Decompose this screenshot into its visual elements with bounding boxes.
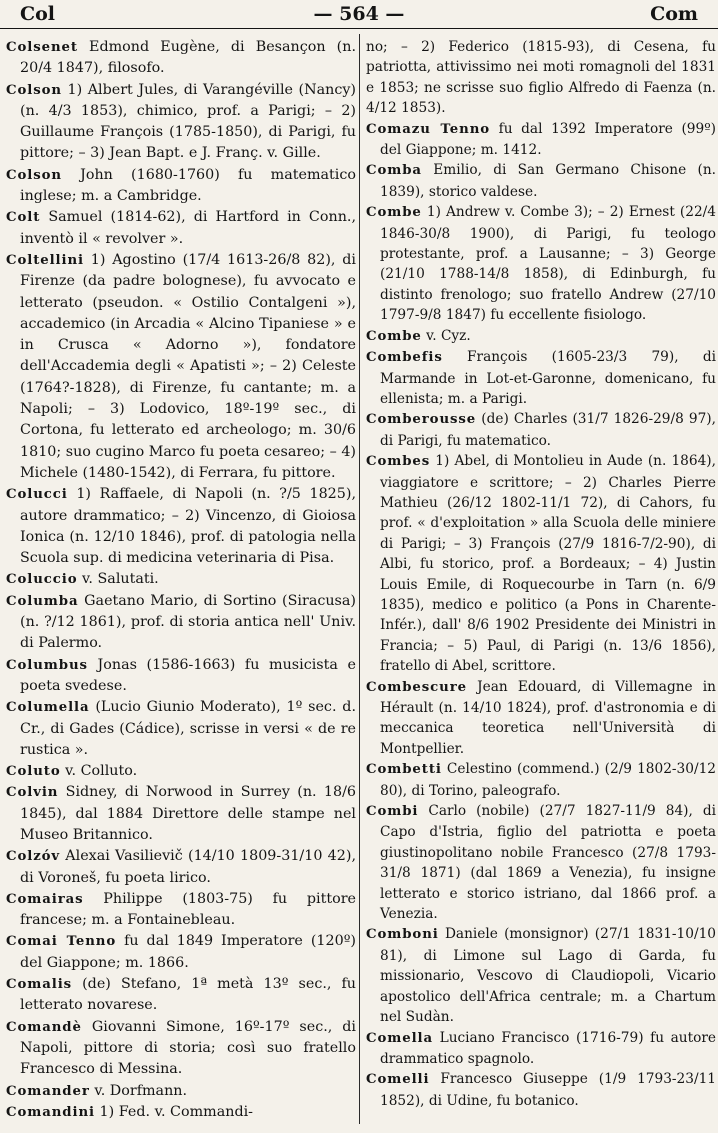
entry-text: John (1680-1760) fu matematico inglese; m. a Cambridge. xyxy=(20,166,356,205)
page-number: — 564 — xyxy=(313,3,405,25)
entry-headword: Coluccio xyxy=(6,572,78,588)
dictionary-entry xyxy=(366,347,716,409)
dictionary-entry xyxy=(6,484,356,569)
dictionary-entry xyxy=(366,759,716,801)
entry-headword: Coltellini xyxy=(6,252,84,268)
entry-text: v. Salutati. xyxy=(77,571,159,588)
right-column xyxy=(366,37,716,1111)
dictionary-entry xyxy=(6,889,356,932)
entry-text: Daniele (monsignor) (27/1 1831-10/10 81), di Limone sul Lago di Garda, fu missionario, Vescovo di Claudiopoli, Vicario apostolico dell'Africa centrale; m. a Chartum nel Sudàn. xyxy=(380,926,716,1026)
entry-headword: Combi xyxy=(366,804,419,820)
entry-headword: Comairas xyxy=(6,891,84,907)
dictionary-entry xyxy=(366,677,716,760)
dictionary-entry xyxy=(6,207,356,250)
entry-headword: Comberousse xyxy=(366,412,477,428)
entry-text: François (1605-23/3 79), di Marmande in Lot-et-Garonne, domenicano, fu ellenista; m. a Parigi. xyxy=(380,349,716,407)
entry-text: v. Colluto. xyxy=(60,763,138,780)
entry-text: 1) Abel, di Montolieu in Aude (n. 1864), viaggiatore e scrittore; – 2) Charles Pierre Mathieu (26/12 1802-11/1 72), di Cahors, fu prof. « d'exploitation » alla Scuola delle miniere di Parigi; – 3) François (27/9 1816-7/2-90), di Albi, fu storico, prof. a Bordeaux; – 4) Justin Louis Emile, di Roquecourbe in Tarn (n. 6/9 1835), medico e politico (a Pons in Charente-Infér.), dall' 8/6 1902 Presidente dei Ministri in Francia; – 5) Paul, di Parigi (n. 13/6 1856), fratello di Abel, scrittore. xyxy=(380,453,716,675)
running-header xyxy=(0,0,718,29)
header-right-guide-word: Com xyxy=(650,3,698,25)
entry-text: Sidney, di Norwood in Surrey (n. 18/6 1845), dal 1884 Direttore delle stampe nel Museo Britannico. xyxy=(20,784,356,843)
entry-headword: Comalis xyxy=(6,977,73,993)
entry-text: Giovanni Simone, 16º-17º sec., di Napoli, pittore di storia; così suo fratello Francesco di Messina. xyxy=(20,1018,356,1078)
entry-text: Jonas (1586-1663) fu musicista e poeta svedese. xyxy=(20,656,356,694)
entry-headword: Combefis xyxy=(366,350,443,366)
entry-headword: Comboni xyxy=(366,927,439,943)
entry-headword: Columbus xyxy=(6,657,88,673)
entry-headword: Coluto xyxy=(6,764,61,780)
entry-text: Edmond Eugène, di Besançon (n. 20/4 1847), filosofo. xyxy=(20,39,356,77)
entry-text: (de) Charles (31/7 1826-29/8 97), di Parigi, fu matematico. xyxy=(380,411,716,449)
dictionary-entry xyxy=(366,119,716,161)
dictionary-entry xyxy=(366,160,716,202)
dictionary-entry xyxy=(6,697,356,761)
dictionary-entry xyxy=(366,924,716,1027)
entry-text: Luciano Francisco (1716-79) fu autore drammatico spagnolo. xyxy=(380,1029,716,1067)
dictionary-entry xyxy=(6,846,356,889)
dictionary-entry xyxy=(6,1017,356,1081)
entry-text: Jean Edouard, di Villemagne in Hérault (n. 14/10 1824), prof. d'astronomia e di meccanica teoretica nell'Università di Montpellier. xyxy=(380,678,716,757)
entry-headword: Comai Tenno xyxy=(6,934,117,950)
entry-headword: Columella xyxy=(6,700,90,716)
dictionary-entry xyxy=(366,1028,716,1070)
column-divider xyxy=(359,34,360,1124)
entry-headword: Comandè xyxy=(6,1019,82,1035)
dictionary-entry xyxy=(6,591,356,655)
entry-headword: Colvin xyxy=(6,785,59,801)
dictionary-entry xyxy=(6,782,356,846)
entry-headword: Colson xyxy=(6,167,62,183)
entry-text: Gaetano Mario, di Sortino (Siracusa) (n. ?/12 1861), prof. di storia antica nell' Univ. di Palermo. xyxy=(20,592,356,652)
entry-text: Samuel (1814-62), di Hartford in Conn., inventò il « revolver ». xyxy=(20,209,356,247)
entry-headword: Comander xyxy=(6,1083,90,1099)
dictionary-entry xyxy=(6,1081,356,1102)
entry-text: fu dal 1849 Imperatore (120º) del Giappone; m. 1866. xyxy=(20,933,356,971)
dictionary-entry xyxy=(6,80,356,165)
entry-text: 1) Agostino (17/4 1613-26/8 82), di Firenze (da padre bolognese), fu avvocato e letterato (pseudon. « Ostilio Contalgeni »), accademico (in Arcadia « Alcino Tipaniese » e in Crusca « Adorno »), fondatore dell'Accademia degli « Apatisti »; – 2) Celeste (1764?-1828), di Firenze, fu cantante; m. a Napoli; – 3) Lodovico, 18º-19º sec., di Cortona, fu letterato ed archeologo; m. 30/6 1810; suo cugino Marco fu poeta cesareo; – 4) Michele (1480-1542), di Ferrara, fu pittore. xyxy=(20,251,356,481)
entry-text: v. Dorfmann. xyxy=(89,1082,188,1099)
entry-text: 1) Albert Jules, di Varangéville (Nancy) (n. 4/3 1853), chimico, prof. a Parigi; – 2) Guillaume François (1785-1850), di Parigi, fu pittore; – 3) Jean Bapt. e J. Franç. v. Gille. xyxy=(20,81,356,162)
entry-headword: Combe xyxy=(366,205,422,221)
entry-text: v. Cyz. xyxy=(421,327,471,344)
dictionary-entry xyxy=(366,1069,716,1111)
header-left-guide-word: Col xyxy=(20,3,56,25)
dictionary-entry xyxy=(6,165,356,208)
dictionary-entry xyxy=(366,409,716,451)
entry-text: (Lucio Giunio Moderato), 1º sec. d. Cr., di Gades (Cádice), scrisse in versi « de re rustica ». xyxy=(20,699,356,758)
entry-headword: Colsenet xyxy=(6,40,78,55)
entry-text: Carlo (nobile) (27/7 1827-11/9 84), di Capo d'Istria, figlio del patriotta e poeta giustinopolitano nobile Francesco (27/8 1793-31/8 1871) (dal 1869 a Venezia), fu insigne letterato e storico istriano, dal 1866 prof. a Venezia. xyxy=(380,803,716,923)
entry-headword: Columba xyxy=(6,593,79,609)
entry-text: Emilio, di San Germano Chisone (n. 1839), storico valdese. xyxy=(380,162,716,200)
entry-headword: Colson xyxy=(6,82,62,98)
entry-headword: Comba xyxy=(366,163,422,179)
dictionary-entry xyxy=(6,1102,356,1123)
entry-headword: Combescure xyxy=(366,679,467,695)
dictionary-entry xyxy=(6,37,356,80)
entry-headword: Comazu Tenno xyxy=(366,121,491,137)
entry-headword: Combes xyxy=(366,454,431,470)
dictionary-entry xyxy=(6,655,356,698)
entry-text: 1) Fed. v. Commandi- xyxy=(94,1103,254,1120)
dictionary-entry xyxy=(366,801,716,924)
entry-headword: Colzóv xyxy=(6,849,61,865)
dictionary-entry xyxy=(6,569,356,590)
dictionary-entry xyxy=(6,761,356,782)
entry-headword: Colucci xyxy=(6,487,68,503)
entry-text: Alexai Vasilievič (14/10 1809-31/10 42), di Voroneš, fu poeta lirico. xyxy=(20,848,356,886)
dictionary-entry xyxy=(366,451,716,676)
entry-text: Philippe (1803-75) fu pittore francese; m. a Fontainebleau. xyxy=(20,890,356,929)
entry-headword: Combe xyxy=(366,328,422,344)
entry-text: (de) Stefano, 1ª metà 13º sec., fu letterato novarese. xyxy=(20,976,356,1014)
entry-text: fu dal 1392 Imperatore (99º) del Giappone; m. 1412. xyxy=(380,120,716,159)
dictionary-entry xyxy=(6,931,356,974)
dictionary-entry xyxy=(6,974,356,1017)
entry-text: Francesco Giuseppe (1/9 1793-23/11 1852), di Udine, fu botanico. xyxy=(380,1071,716,1109)
left-column xyxy=(6,37,356,1123)
entry-headword: Comandini xyxy=(6,1104,95,1120)
entry-headword: Comella xyxy=(366,1030,433,1046)
entry-text: 1) Raffaele, di Napoli (n. ?/5 1825), autore drammatico; – 2) Vincenzo, di Gioiosa Ionica (n. 12/10 1846), prof. di patologia nella Scuola sup. di medicina veterinaria di Pisa. xyxy=(20,486,356,567)
entry-text: Celestino (commend.) (2/9 1802-30/12 80), di Torino, paleografo. xyxy=(380,761,716,799)
dictionary-entry xyxy=(366,326,716,347)
entry-text: 1) Andrew v. Combe 3); – 2) Ernest (22/4 1846-30/8 1900), di Parigi, fu teologo protestante, prof. a Lausanne; – 3) George (21/10 1788-14/8 1858), di Edinburgh, fu distinto frenologo; suo fratello Andrew (27/10 1797-9/8 1847) fu eccellente fisiologo. xyxy=(380,204,716,324)
entry-headword: Combetti xyxy=(366,762,442,778)
entry-headword: Colt xyxy=(6,210,41,226)
dictionary-entry xyxy=(6,250,356,484)
dictionary-entry xyxy=(366,202,716,325)
continued-entry-text: no; – 2) Federico (1815-93), di Cesena, fu patriotta, attivissimo nei moti romagnoli del 1831 e 1853; ne scrisse suo figlio Alfredo di Faenza (n. 4/12 1853). xyxy=(366,39,716,117)
entry-headword: Comelli xyxy=(366,1072,430,1088)
